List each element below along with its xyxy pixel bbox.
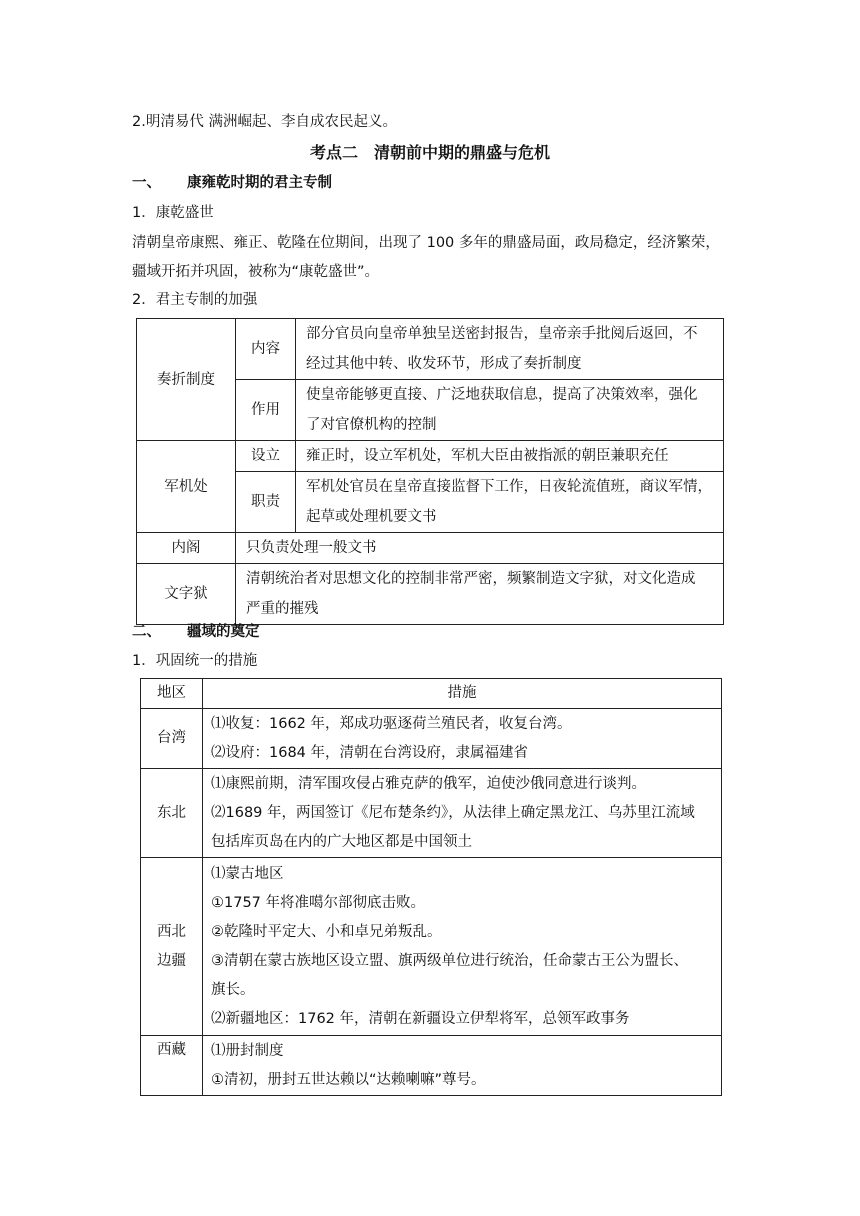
region-cell: 台湾 (141, 709, 203, 769)
intro-line: 2.明清易代 满洲崛起、李自成农民起义。 (132, 114, 397, 130)
table-cell-text: 雍正时，设立军机处，军机大臣由被指派的朝臣兼职充任 (296, 441, 724, 472)
text-line: ⑴蒙古地区 (211, 865, 284, 882)
measures-cell (203, 769, 722, 858)
part1-paragraph-line2: 疆域开拓并巩固，被称为“康乾盛世”。 (132, 264, 380, 280)
part1-heading (132, 173, 332, 193)
table-header-row (141, 679, 722, 709)
part1-paragraph-line1: 清朝皇帝康熙、雍正、乾隆在位期间，出现了 100 多年的鼎盛局面，政局稳定，经济繁荣， (132, 235, 720, 251)
region-cell (141, 858, 203, 1036)
text-line: ⑵1689 年，两国签订《尼布楚条约》，从法律上确定黑龙江、乌苏里江流域 (211, 804, 695, 821)
part2-sub1: 1．巩固统一的措施 (132, 653, 258, 669)
text-line: 严重的摧残 (246, 601, 319, 617)
part2-heading-text: 疆域的奠定 (187, 624, 260, 640)
text-line: ⑴收复：1662 年，郑成功驱逐荷兰殖民者，收复台湾。 (211, 715, 572, 732)
table-row (137, 319, 724, 380)
table-cell-sublabel: 设立 (236, 441, 296, 472)
text-line: 起草或处理机要文书 (306, 509, 437, 525)
measures-cell (203, 709, 722, 769)
table-cell-text: 只负责处理一般文书 (236, 533, 724, 564)
table-cell-label: 奏折制度 (137, 319, 236, 441)
text-line: ①清初，册封五世达赖以“达赖喇嘛”尊号。 (211, 1071, 486, 1088)
text-line: ①1757 年将准噶尔部彻底击败。 (211, 894, 426, 911)
table-cell-sublabel: 内容 (236, 319, 296, 380)
text-line: 使皇帝能够更直接、广泛地获取信息，提高了决策效率，强化 (306, 387, 698, 403)
part1-sub1: 1．康乾盛世 (132, 205, 214, 221)
text-line: ⑴册封制度 (211, 1042, 284, 1059)
measures-cell (203, 1036, 722, 1096)
table-cell-label: 军机处 (137, 441, 236, 533)
column-header-region: 地区 (141, 679, 203, 709)
table-row (137, 441, 724, 472)
text-line: 包括库页岛在内的广大地区都是中国领土 (211, 833, 472, 850)
part1-heading-text: 康雍乾时期的君主专制 (187, 175, 332, 191)
region-line: 边疆 (157, 952, 186, 969)
table-row (137, 533, 724, 564)
table-row (141, 858, 722, 1036)
table-cell-sublabel: 作用 (236, 380, 296, 441)
table-cell-text (296, 319, 724, 380)
table-cell-sublabel: 职责 (236, 472, 296, 533)
text-line: ⑵设府：1684 年，清朝在台湾设府，隶属福建省 (211, 744, 529, 761)
table-row (141, 709, 722, 769)
text-line: 经过其他中转、收发环节，形成了奏折制度 (306, 356, 582, 372)
region-cell: 东北 (141, 769, 203, 858)
table-row (137, 564, 724, 625)
text-line: ⑴康熙前期，清军围攻侵占雅克萨的俄军，迫使沙俄同意进行谈判。 (211, 775, 646, 792)
table-row (141, 1036, 722, 1096)
text-line: ⑵新疆地区：1762 年，清朝在新疆设立伊犁将军，总领军政事务 (211, 1010, 630, 1027)
text-line: 清朝统治者对思想文化的控制非常严密，频繁制造文字狱，对文化造成 (246, 571, 696, 587)
section-title: 考点二 清朝前中期的鼎盛与危机 (309, 143, 550, 162)
region-line: 西北 (157, 923, 186, 940)
part1-heading-num: 一、 (132, 175, 161, 191)
table-cell-text (236, 564, 724, 625)
autocracy-table (136, 318, 724, 625)
region-cell: 西藏 (141, 1036, 203, 1096)
unification-table (140, 678, 722, 1096)
text-line: 军机处官员在皇帝直接监督下工作，日夜轮流值班，商议军情， (306, 479, 712, 495)
column-header-measures: 措施 (203, 679, 722, 709)
part1-sub2: 2．君主专制的加强 (132, 292, 258, 308)
part2-heading (132, 622, 260, 642)
measures-cell (203, 858, 722, 1036)
text-line: 了对官僚机构的控制 (306, 417, 437, 433)
table-cell-label: 文字狱 (137, 564, 236, 625)
table-cell-text (296, 380, 724, 441)
text-line: ③清朝在蒙古族地区设立盟、旗两级单位进行统治，任命蒙古王公为盟长、 (211, 952, 688, 969)
table-row (141, 769, 722, 858)
text-line: 旗长。 (211, 981, 255, 998)
table-cell-label: 内阁 (137, 533, 236, 564)
part2-heading-num: 二、 (132, 624, 161, 640)
text-line: ②乾隆时平定大、小和卓兄弟叛乱。 (211, 923, 442, 940)
table-cell-text (296, 472, 724, 533)
text-line: 部分官员向皇帝单独呈送密封报告，皇帝亲手批阅后返回，不 (306, 326, 698, 342)
